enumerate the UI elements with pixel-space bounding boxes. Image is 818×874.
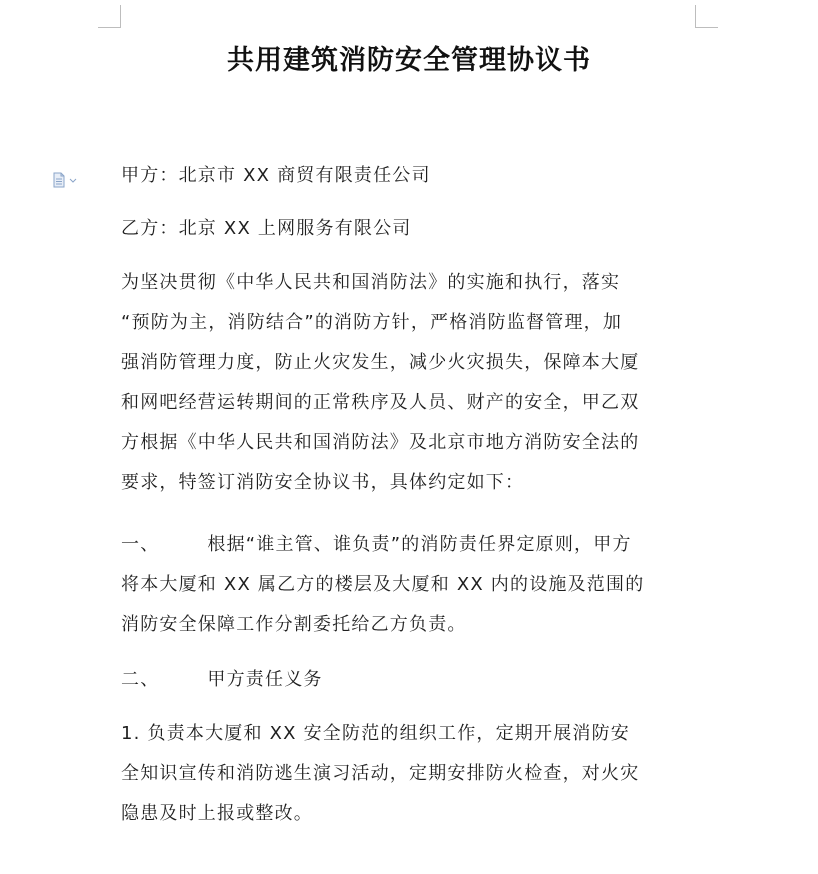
section-2-heading xyxy=(121,660,701,700)
intro-line: 强消防管理力度，防止火灾发生，减少火灾损失，保障本大厦 xyxy=(121,352,640,373)
margin-corner-top-left xyxy=(98,5,121,28)
section-1-first-line xyxy=(121,525,701,565)
party-a-text: 甲方：北京市 XX 商贸有限责任公司 xyxy=(121,165,431,186)
item-1-paragraph xyxy=(121,714,701,834)
intro-line: 要求，特签订消防安全协议书，具体约定如下： xyxy=(121,472,525,493)
section-1-line: 将本大厦和 XX 属乙方的楼层及大厦和 XX 内的设施及范围的 xyxy=(121,574,645,595)
section-1-number: 一、 xyxy=(121,534,160,555)
section-1-line: 根据“谁主管、谁负责”的消防责任界定原则，甲方 xyxy=(207,534,632,555)
section-1-paragraph xyxy=(121,525,701,645)
document-icon[interactable] xyxy=(52,172,80,188)
item-1-line: 1. 负责本大厦和 XX 安全防范的组织工作，定期开展消防安 xyxy=(121,723,630,744)
party-a-line xyxy=(121,156,701,196)
document-title: 共用建筑消防安全管理协议书 xyxy=(227,45,591,76)
party-b-line xyxy=(121,209,701,249)
item-1-line: 隐患及时上报或整改。 xyxy=(121,803,313,824)
section-2-line xyxy=(121,660,701,700)
intro-line: 为坚决贯彻《中华人民共和国消防法》的实施和执行，落实 xyxy=(121,272,621,293)
intro-line: “预防为主，消防结合”的消防方针，严格消防监督管理，加 xyxy=(121,312,623,333)
intro-paragraph xyxy=(121,263,701,503)
section-1-line: 消防安全保障工作分割委托给乙方负责。 xyxy=(121,614,467,635)
intro-line: 和网吧经营运转期间的正常秩序及人员、财产的安全，甲乙双 xyxy=(121,392,640,413)
section-2-number: 二、 xyxy=(121,669,160,690)
party-b-text: 乙方：北京 XX 上网服务有限公司 xyxy=(121,218,412,239)
item-1-line: 全知识宣传和消防逃生演习活动，定期安排防火检查，对火灾 xyxy=(121,763,640,784)
margin-corner-top-right xyxy=(695,5,718,28)
intro-line: 方根据《中华人民共和国消防法》及北京市地方消防安全法的 xyxy=(121,432,640,453)
section-2-title: 甲方责任义务 xyxy=(207,669,323,690)
